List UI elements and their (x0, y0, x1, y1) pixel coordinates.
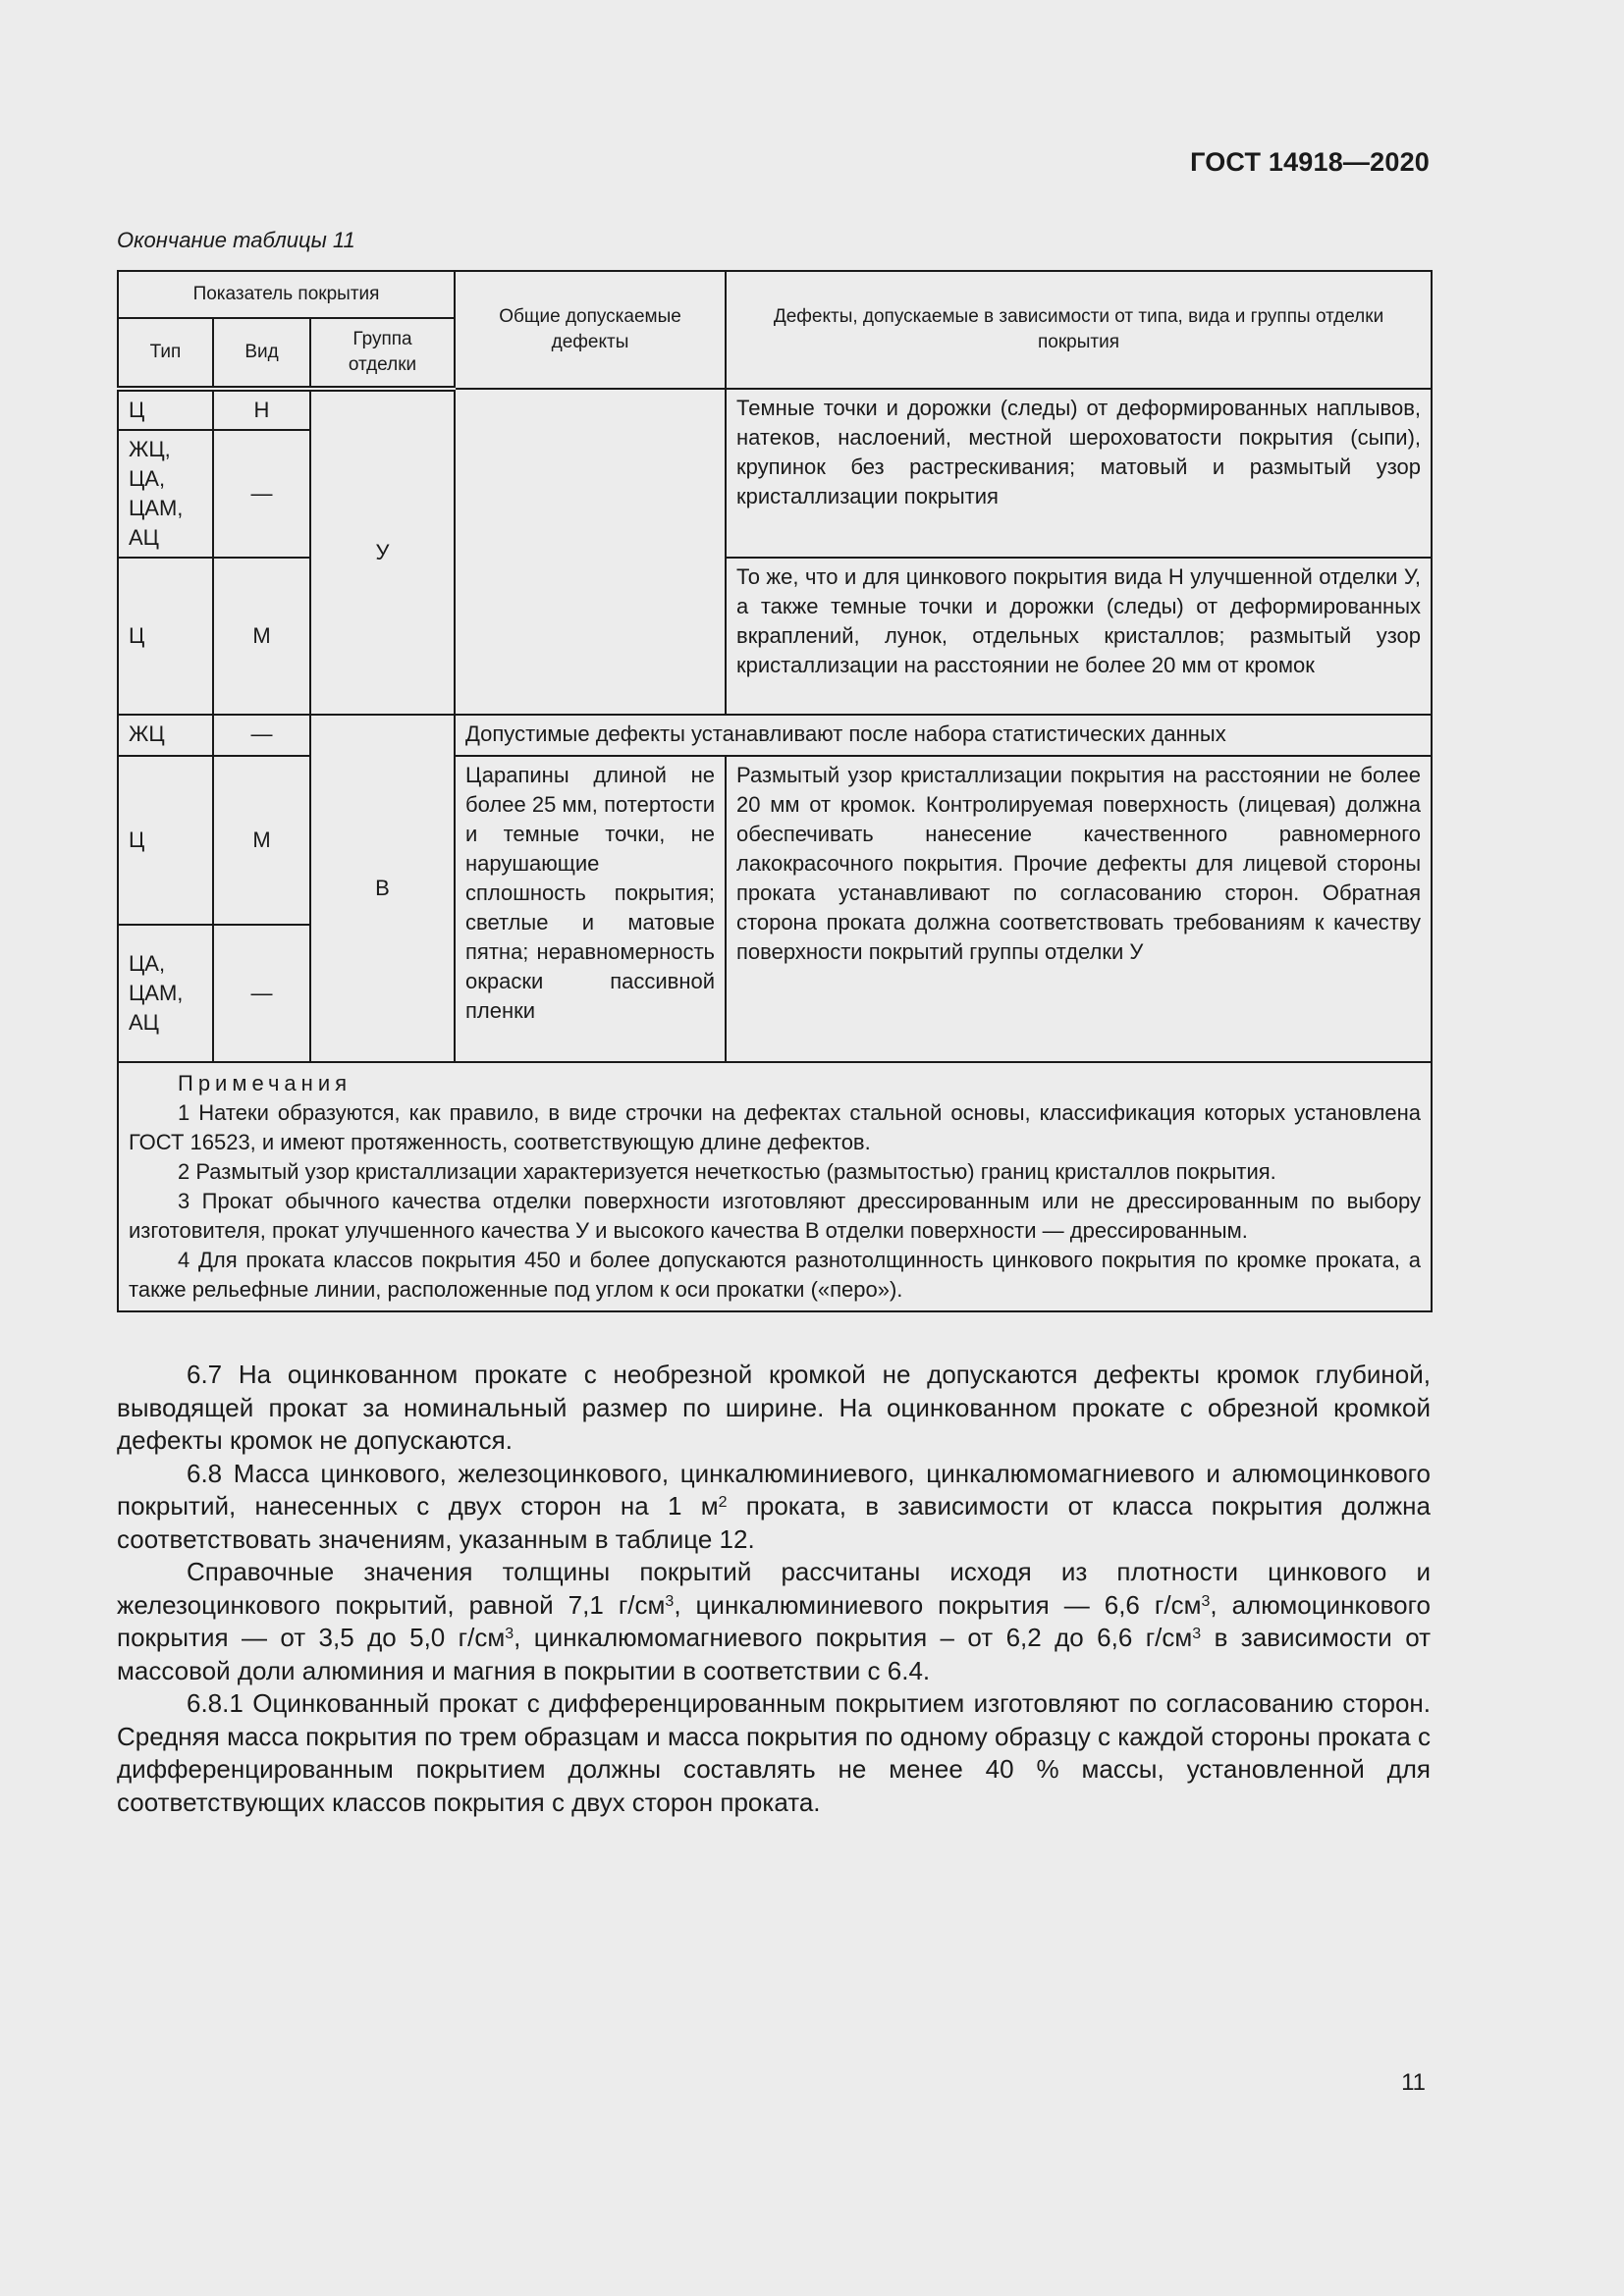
note-1: 1 Натеки образуются, как правило, в виде строчки на дефектах стальной основы, классификация которых установлена ГОСТ 16523, и имеют протяженность, соответствующую длине дефектов. (129, 1100, 1422, 1154)
cell-type: Ц (118, 756, 213, 925)
cell-kind: М (213, 756, 310, 925)
header-common-defects: Общие допускаемые дефекты (455, 271, 726, 389)
cell-common-defects: Царапины длиной не более 25 мм, потертости и темные точки, не нарушающие сплошность покрытия; светлые и матовые пятна; неравномерность окраски пассивной пленки (455, 756, 726, 1062)
paragraph-reference-values: Справочные значения толщины покрытий рассчитаны исходя из плотности цинкового и железоцинкового покрытий, равной 7,1 $г/см^3$, цинкалюминиевого покрытия — 6,6 $г/см^3$, алюмоцинкового покрытия — от 3,5 до 5,0 $г/см^3$, цинкалюмомагниевого покрытия – от 6,2 до 6,6 $г/см^3$ в зависимости от массовой доли алюминия и магния в покрытии в соответствии с 6.4. (117, 1557, 1432, 1685)
paragraph-6-8-1: 6.8.1 Оцинкованный прокат с дифференцированным покрытием изготовляют по согласованию сторон. Средняя масса покрытия по трем образцам и масса покрытия по одному образцу с каждой стороны проката с дифференцированным покрытием должны составлять не менее 40 % массы, установленной для соответствующих классов покрытия с двух сторон проката. (117, 1688, 1431, 1817)
defects-table (117, 270, 1433, 1312)
cell-type: ЖЦ (118, 715, 213, 756)
cell-finish-group: У (310, 389, 455, 715)
header-coating-indicator: Показатель покрытия (118, 271, 455, 318)
standard-title: ГОСТ 14918—2020 (1190, 147, 1430, 177)
cell-kind: — (213, 430, 310, 558)
cell-kind: — (213, 925, 310, 1062)
cell-type: Ц (118, 389, 213, 430)
header-type: Тип (118, 318, 213, 389)
cell-allowed-defects: Размытый узор кристаллизации покрытия на расстоянии не более 20 мм от кромок. Контролируемая поверхность (лицевая) должна обеспечивать нанесение качественного равномерного лакокрасочного покрытия. Прочие дефекты для лицевой стороны проката устанавливают по согласованию сторон. Обратная сторона проката должна соответствовать требованиям к качеству поверхности покрытий группы отделки У (726, 756, 1432, 1062)
cell-type: ЦА, ЦАМ, АЦ (118, 925, 213, 1062)
table-caption: Окончание таблицы 11 (117, 228, 355, 252)
body-text (117, 1359, 1431, 1819)
note-3: 3 Прокат обычного качества отделки поверхности изготовляют дрессированным или не дрессированным по выбору изготовителя, прокат улучшенного качества У и высокого качества В отделки поверхности — дрессированным. (129, 1189, 1422, 1243)
cell-type: ЖЦ, ЦА, ЦАМ, АЦ (118, 430, 213, 558)
note-4: 4 Для проката классов покрытия 450 и более допускаются разнотолщинность цинкового покрытия по кромке проката, а также рельефные линии, расположенные под углом к оси прокатки («перо»). (129, 1248, 1422, 1302)
table-notes (118, 1062, 1432, 1311)
header-allowed-defects: Дефекты, допускаемые в зависимости от типа, вида и группы отделки покрытия (726, 271, 1432, 389)
cell-kind: Н (213, 389, 310, 430)
header-finish-group: Группа отделки (310, 318, 455, 389)
cell-merged-defects: Допустимые дефекты устанавливают после набора статистических данных (455, 715, 1432, 756)
cell-allowed-defects: То же, что и для цинкового покрытия вида Н улучшенной отделки У, а также темные точки и дорожки (следы) от деформированных вкраплений, лунок, отдельных кристаллов; размытый узор кристаллизации на расстоянии не более 20 мм от кромок (726, 558, 1432, 715)
page-number: 11 (1401, 2069, 1426, 2096)
cell-finish-group: В (310, 715, 455, 1062)
cell-kind: М (213, 558, 310, 715)
cell-allowed-defects: Темные точки и дорожки (следы) от деформированных наплывов, натеков, наслоений, местной шероховатости покрытия (сыпи), крупинок без растрескивания; матовый и размытый узор кристаллизации покрытия (726, 389, 1432, 558)
cell-common-defects (455, 389, 726, 715)
paragraph-6-8: 6.8 Масса цинкового, железоцинкового, цинкалюминиевого, цинкалюмомагниевого и алюмоцинкового покрытий, нанесенных с двух сторон на 1 $м^2$ проката, в зависимости от класса покрытия должна соответствовать значениям, указанным в таблице 12. (117, 1458, 1431, 1554)
notes-heading: Примечания (178, 1071, 352, 1095)
cell-type: Ц (118, 558, 213, 715)
cell-kind: — (213, 715, 310, 756)
note-2: 2 Размытый узор кристаллизации характеризуется нечеткостью (размытостью) границ кристаллов покрытия. (178, 1159, 1276, 1184)
paragraph-6-7: 6.7 На оцинкованном прокате с необрезной кромкой не допускаются дефекты кромок глубиной, выводящей прокат за номинальный размер по ширине. На оцинкованном прокате с обрезной кромкой дефекты кромок не допускаются. (117, 1360, 1431, 1455)
header-kind: Вид (213, 318, 310, 389)
